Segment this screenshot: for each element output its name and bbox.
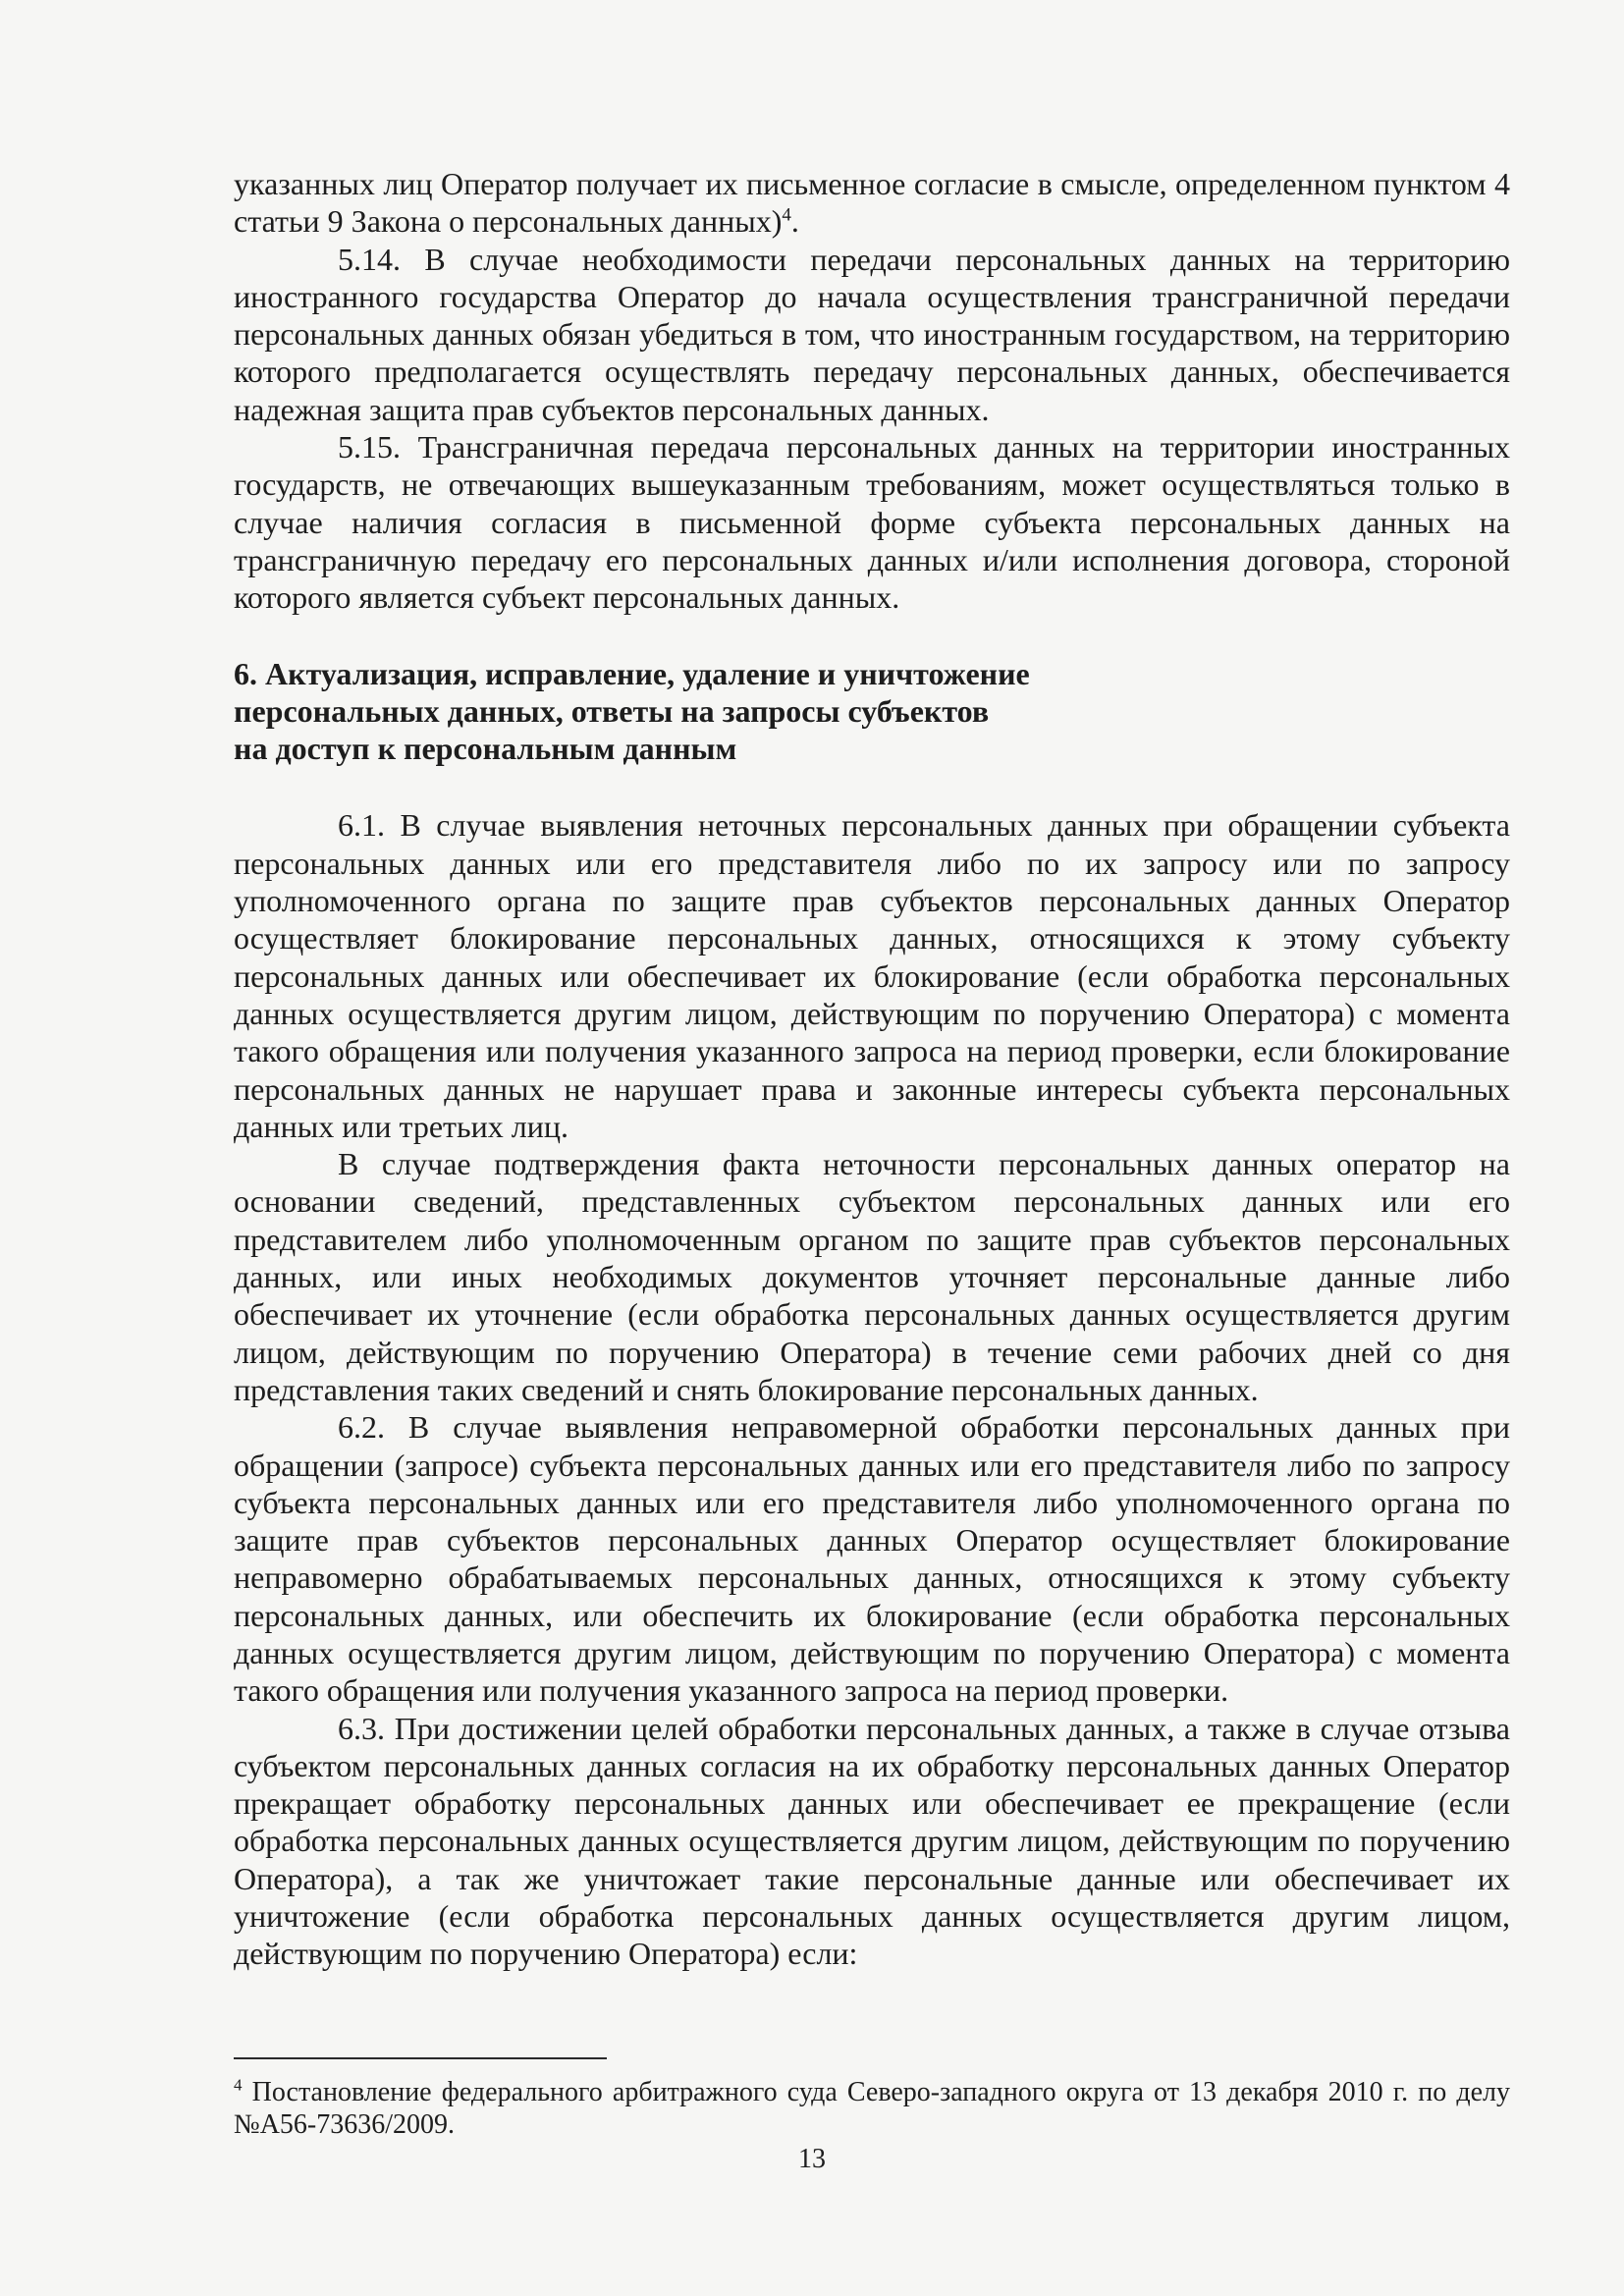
paragraph-end-punct: . bbox=[790, 203, 799, 240]
footnote bbox=[234, 2076, 1510, 2141]
page-number: 13 bbox=[798, 2144, 826, 2174]
paragraph-6-1: 6.1. В случае выявления неточных персональных данных при обращении субъекта персональных данных или его представителя либо по их запросу или по запросу уполномоченного органа по защите прав субъектов персональных данных Оператор осуществляет блокирование персональных данных, относящихся к этому субъекту персональных данных или обеспечивает их блокирование (если обработка персональных данных осуществляется другим лицом, действующим по поручению Оператора) с момента такого обращения или получения указанного запроса на период проверки, если блокирование персональных данных не нарушает права и законные интересы субъекта персональных данных или третьих лиц. bbox=[234, 807, 1510, 1144]
document-body bbox=[234, 165, 1510, 1973]
paragraph-6-2: 6.2. В случае выявления неправомерной обработки персональных данных при обращении (запросе) субъекта персональных данных или его представителя либо по запросу субъекта персональных данных или его представителя либо уполномоченного органа по защите прав субъектов персональных данных Оператор осуществляет блокирование неправомерно обрабатываемых персональных данных, относящихся к этому субъекту персональных данных, или обеспечить их блокирование (если обработка персональных данных осуществляется другим лицом, действующим по поручению Оператора) с момента такого обращения или получения указанного запроса на период проверки. bbox=[234, 1409, 1510, 1709]
paragraph-continuation bbox=[234, 165, 1510, 241]
section-heading bbox=[234, 655, 1510, 768]
footnote-text: Постановление федерального арбитражного суда Северо-западного округа от 13 декабря 2010 г. по делу №А56-73636/2009. bbox=[234, 2077, 1510, 2140]
heading-line: на доступ к персональным данным bbox=[234, 731, 737, 767]
paragraph-6-1-continued: В случае подтверждения факта неточности персональных данных оператор на основании сведений, представленных субъектом персональных данных или его представителем либо уполномоченным органом по защите прав субъектов персональных данных, или иных необходимых документов уточняет персональные данные либо обеспечивает их уточнение (если обработка персональных данных осуществляется другим лицом, действующим по поручению Оператора) в течение семи рабочих дней со дня представления таких сведений и снять блокирование персональных данных. bbox=[234, 1146, 1510, 1407]
footnote-divider bbox=[234, 2057, 607, 2059]
heading-line: 6. Актуализация, исправление, удаление и уничтожение bbox=[234, 655, 1030, 691]
footnote-marker: 4 bbox=[234, 2075, 243, 2095]
paragraph-5-15: 5.15. Трансграничная передача персональных данных на территории иностранных государств, не отвечающих вышеуказанным требованиям, может осуществляться только в случае наличия согласия в письменной форме субъекта персональных данных на трансграничную передачу его персональных данных и/или исполнения договора, стороной которого является субъект персональных данных. bbox=[234, 429, 1510, 616]
paragraph-text: указанных лиц Оператор получает их письменное согласие в смысле, определенном пунктом 4 статьи 9 Закона о персональных данных) bbox=[234, 166, 1510, 240]
paragraph-6-3: 6.3. При достижении целей обработки персональных данных, а также в случае отзыва субъектом персональных данных согласия на их обработку персональных данных Оператор прекращает обработку персональных данных или обеспечивает ее прекращение (если обработка персональных данных осуществляется другим лицом, действующим по поручению Оператора), а так же уничтожает такие персональные данные или обеспечивает их уничтожение (если обработка персональных данных осуществляется другим лицом, действующим по поручению Оператора) если: bbox=[234, 1710, 1510, 1972]
footnote-reference: 4 bbox=[782, 204, 791, 226]
heading-line: персональных данных, ответы на запросы субъектов bbox=[234, 692, 990, 729]
paragraph-5-14: 5.14. В случае необходимости передачи персональных данных на территорию иностранного государства Оператор до начала осуществления трансграничной передачи персональных данных обязан убедиться в том, что иностранным государством, на территорию которого предполагается осуществлять передачу персональных данных, обеспечивается надежная защита прав субъектов персональных данных. bbox=[234, 241, 1510, 427]
